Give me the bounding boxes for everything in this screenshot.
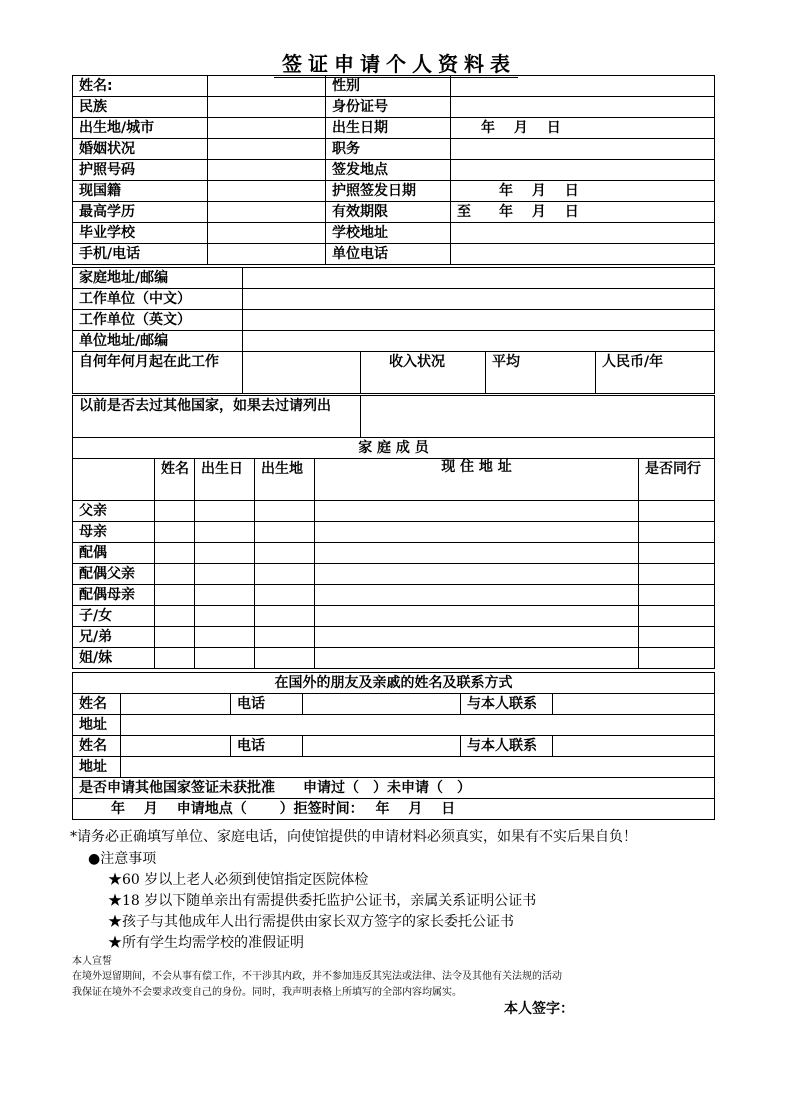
cell[interactable] xyxy=(315,564,639,585)
work-info-table xyxy=(72,267,715,394)
member-label: 子/女 xyxy=(73,606,155,627)
cell[interactable] xyxy=(155,606,195,627)
label-issue-place: 签发地点 xyxy=(326,160,451,181)
oath-line-2: 我保证在境外不会要求改变自己的身份。同时，我声明表格上所填写的全部内容均属实。 xyxy=(72,987,462,998)
cell[interactable] xyxy=(155,522,195,543)
label-school-address: 学校地址 xyxy=(326,223,451,244)
cell[interactable] xyxy=(255,522,315,543)
oath-title: 本人宣誓 xyxy=(72,956,112,967)
label-name: 姓名: xyxy=(73,76,208,97)
label-issue-date: 护照签发日期 xyxy=(326,181,451,202)
cell[interactable] xyxy=(195,648,255,669)
cell[interactable] xyxy=(255,501,315,522)
refusal-details[interactable]: 年 月 申请地点（ ）拒签时间： 年 月 日 xyxy=(73,799,715,820)
field-mobile[interactable] xyxy=(208,244,326,265)
travel-history-table xyxy=(72,395,715,438)
cell[interactable] xyxy=(195,501,255,522)
field-nationality[interactable] xyxy=(208,181,326,202)
cell[interactable] xyxy=(639,543,715,564)
cell[interactable] xyxy=(155,585,195,606)
label-work-since: 自何年何月起在此工作 xyxy=(73,352,243,394)
cell[interactable] xyxy=(195,564,255,585)
abroad-name-label: 姓名 xyxy=(73,736,121,757)
family-col-dob: 出生日 xyxy=(195,459,255,501)
attention-heading: ●注意事项 xyxy=(88,851,157,867)
note-1: ★60 岁以上老人必须到使馆指定医院体检 xyxy=(108,872,369,888)
field-home-address[interactable] xyxy=(243,268,715,289)
field-birthdate[interactable]: 年 月 日 xyxy=(451,118,715,139)
field-travel-history[interactable] xyxy=(361,396,715,438)
cell[interactable] xyxy=(255,585,315,606)
basic-info-table xyxy=(72,75,715,265)
family-col-pob: 出生地 xyxy=(255,459,315,501)
label-id-number: 身份证号 xyxy=(326,97,451,118)
field-school[interactable] xyxy=(208,223,326,244)
family-row xyxy=(73,522,715,543)
field-employer-cn[interactable] xyxy=(243,289,715,310)
label-passport-no: 护照号码 xyxy=(73,160,208,181)
field-birthplace[interactable] xyxy=(208,118,326,139)
abroad-contacts-table xyxy=(72,672,715,820)
member-label: 母亲 xyxy=(73,522,155,543)
cell[interactable] xyxy=(315,648,639,669)
member-label: 配偶父亲 xyxy=(73,564,155,585)
abroad-address-field[interactable] xyxy=(121,715,715,736)
cell[interactable] xyxy=(255,606,315,627)
oath-line-1: 在境外逗留期间，不会从事有偿工作，不干涉其内政，并不参加违反其宪法或法律、法令及其他有关法规的活动 xyxy=(72,971,562,982)
member-label: 姐/妹 xyxy=(73,648,155,669)
family-row xyxy=(73,585,715,606)
label-employer-cn: 工作单位（中文） xyxy=(73,289,243,310)
abroad-relation-field[interactable] xyxy=(553,736,715,757)
abroad-address-label: 地址 xyxy=(73,715,121,736)
label-mobile: 手机/电话 xyxy=(73,244,208,265)
cell[interactable] xyxy=(195,627,255,648)
cell[interactable] xyxy=(195,543,255,564)
label-school: 毕业学校 xyxy=(73,223,208,244)
cell[interactable] xyxy=(315,606,639,627)
label-birthdate: 出生日期 xyxy=(326,118,451,139)
field-gender[interactable] xyxy=(451,76,715,97)
form-title: 签证申请个人资料表 xyxy=(0,48,792,77)
family-col-address: 现 住 地 址 xyxy=(315,459,639,501)
abroad-phone-field[interactable] xyxy=(303,694,461,715)
member-label: 配偶 xyxy=(73,543,155,564)
abroad-relation-label: 与本人联系 xyxy=(461,694,553,715)
cell[interactable] xyxy=(315,543,639,564)
cell[interactable] xyxy=(255,564,315,585)
cell[interactable] xyxy=(195,522,255,543)
family-row xyxy=(73,501,715,522)
field-ethnicity[interactable] xyxy=(208,97,326,118)
field-school-address[interactable] xyxy=(451,223,715,244)
cell[interactable] xyxy=(315,585,639,606)
cell[interactable] xyxy=(195,585,255,606)
cell[interactable] xyxy=(315,501,639,522)
cell[interactable] xyxy=(155,648,195,669)
member-label: 兄/弟 xyxy=(73,627,155,648)
label-birthplace: 出生地/城市 xyxy=(73,118,208,139)
label-home-address: 家庭地址/邮编 xyxy=(73,268,243,289)
note-4: ★所有学生均需学校的准假证明 xyxy=(108,935,304,951)
cell[interactable] xyxy=(639,585,715,606)
abroad-address-field[interactable] xyxy=(121,757,715,778)
family-header-blank xyxy=(73,459,155,501)
field-employer-en[interactable] xyxy=(243,310,715,331)
abroad-phone-field[interactable] xyxy=(303,736,461,757)
label-ethnicity: 民族 xyxy=(73,97,208,118)
family-heading: 家 庭 成 员 xyxy=(73,438,715,459)
warning-note: *请务必正确填写单位、家庭电话，向使馆提供的申请材料必须真实，如果有不实后果自负！ xyxy=(70,829,637,845)
label-work-phone: 单位电话 xyxy=(326,244,451,265)
field-passport-no[interactable] xyxy=(208,160,326,181)
abroad-relation-field[interactable] xyxy=(553,694,715,715)
abroad-name-field[interactable] xyxy=(121,694,231,715)
label-validity: 有效期限 xyxy=(326,202,451,223)
field-education[interactable] xyxy=(208,202,326,223)
signature-label[interactable]: 本人签字： xyxy=(504,1001,574,1017)
cell[interactable] xyxy=(639,648,715,669)
field-work-since[interactable] xyxy=(243,352,361,394)
refusal-question[interactable]: 是否申请其他国家签证未获批准 申请过（ ）未申请（ ） xyxy=(73,778,715,799)
family-col-name: 姓名 xyxy=(155,459,195,501)
cell[interactable] xyxy=(255,543,315,564)
cell[interactable] xyxy=(155,627,195,648)
label-marital: 婚姻状况 xyxy=(73,139,208,160)
cell[interactable] xyxy=(639,522,715,543)
cell[interactable] xyxy=(155,501,195,522)
cell[interactable] xyxy=(255,648,315,669)
family-row xyxy=(73,543,715,564)
note-3: ★孩子与其他成年人出行需提供由家长双方签字的家长委托公证书 xyxy=(108,914,514,930)
note-2: ★18 岁以下随单亲出有需提供委托监护公证书，亲属关系证明公证书 xyxy=(108,893,537,909)
label-gender: 性别 xyxy=(326,76,451,97)
label-position: 职务 xyxy=(326,139,451,160)
field-issue-date[interactable]: 年 月 日 xyxy=(451,181,715,202)
cell[interactable] xyxy=(639,627,715,648)
abroad-address-label: 地址 xyxy=(73,757,121,778)
abroad-phone-label: 电话 xyxy=(231,694,303,715)
member-label: 配偶母亲 xyxy=(73,585,155,606)
field-marital[interactable] xyxy=(208,139,326,160)
abroad-heading: 在国外的朋友及亲戚的姓名及联系方式 xyxy=(73,673,715,694)
field-validity[interactable]: 至 年 月 日 xyxy=(451,202,715,223)
family-row xyxy=(73,648,715,669)
label-income: 收入状况 xyxy=(361,352,486,394)
field-work-phone[interactable] xyxy=(451,244,715,265)
cell[interactable] xyxy=(639,564,715,585)
cell[interactable] xyxy=(255,627,315,648)
family-table xyxy=(72,437,715,669)
family-row xyxy=(73,627,715,648)
field-position[interactable] xyxy=(451,139,715,160)
cell[interactable] xyxy=(639,606,715,627)
cell[interactable] xyxy=(155,543,195,564)
abroad-name-field[interactable] xyxy=(121,736,231,757)
field-name[interactable] xyxy=(208,76,326,97)
cell[interactable] xyxy=(315,522,639,543)
abroad-phone-label: 电话 xyxy=(231,736,303,757)
label-nationality: 现国籍 xyxy=(73,181,208,202)
label-work-address: 单位地址/邮编 xyxy=(73,331,243,352)
abroad-name-label: 姓名 xyxy=(73,694,121,715)
family-row xyxy=(73,606,715,627)
member-label: 父亲 xyxy=(73,501,155,522)
label-education: 最高学历 xyxy=(73,202,208,223)
abroad-relation-label: 与本人联系 xyxy=(461,736,553,757)
label-average: 平均 xyxy=(486,352,596,394)
label-employer-en: 工作单位（英文） xyxy=(73,310,243,331)
family-row xyxy=(73,564,715,585)
cell[interactable] xyxy=(315,627,639,648)
field-issue-place[interactable] xyxy=(451,160,715,181)
cell[interactable] xyxy=(155,564,195,585)
cell[interactable] xyxy=(195,606,255,627)
field-id-number[interactable] xyxy=(451,97,715,118)
field-work-address[interactable] xyxy=(243,331,715,352)
label-rmb-year: 人民币/年 xyxy=(596,352,715,394)
cell[interactable] xyxy=(639,501,715,522)
family-col-travel: 是否同行 xyxy=(639,459,715,501)
label-travel-history: 以前是否去过其他国家，如果去过请列出 xyxy=(73,396,361,438)
